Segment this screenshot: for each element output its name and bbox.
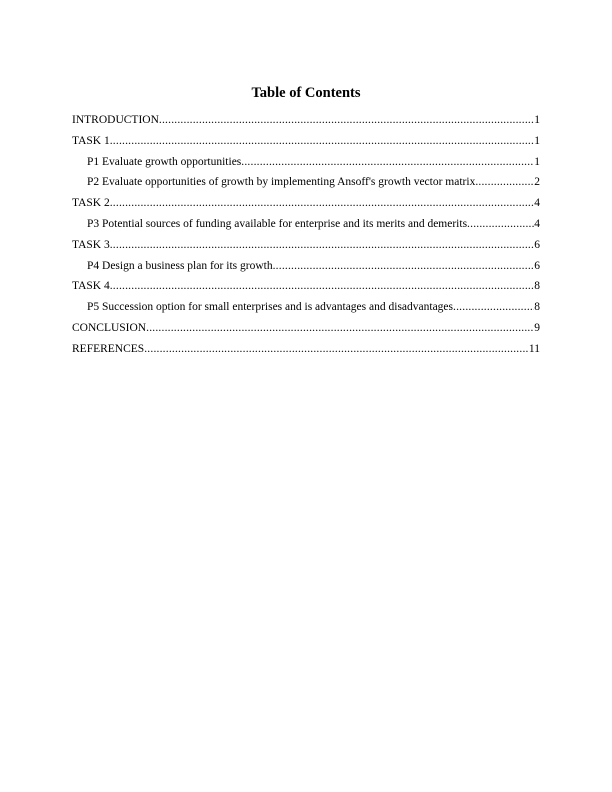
toc-dot-leader bbox=[453, 299, 534, 316]
toc-entry-label: REFERENCES bbox=[72, 342, 145, 355]
toc-page-number: 1 bbox=[534, 155, 540, 168]
toc-entry-task-3[interactable] bbox=[72, 237, 540, 258]
toc-dot-leader bbox=[241, 154, 534, 171]
toc-entry-label: TASK 2 bbox=[72, 197, 110, 210]
toc-page-number: 6 bbox=[534, 238, 540, 251]
toc-entry-label: INTRODUCTION bbox=[72, 114, 159, 126]
toc-entry-conclusion[interactable] bbox=[72, 320, 540, 341]
toc-entry-p3[interactable] bbox=[72, 216, 540, 237]
toc-entry-p2[interactable] bbox=[72, 174, 540, 195]
toc-entry-label: CONCLUSION bbox=[72, 321, 147, 334]
toc-entry-references[interactable] bbox=[72, 341, 540, 362]
toc-entry-p1[interactable] bbox=[72, 154, 540, 175]
toc-entry-label: P3 Potential sources of funding available for enterprise and its merits and demerits bbox=[87, 217, 468, 230]
toc-entry-introduction[interactable] bbox=[72, 112, 540, 133]
toc-dot-leader bbox=[475, 174, 534, 191]
toc-dot-leader bbox=[110, 237, 535, 254]
toc-entry-label: TASK 1 bbox=[72, 134, 110, 147]
toc-page-number: 11 bbox=[528, 342, 540, 355]
toc-page-number: 2 bbox=[534, 176, 540, 189]
toc-dot-leader bbox=[144, 341, 529, 358]
toc-title: Table of Contents bbox=[251, 85, 361, 101]
toc-entry-label: TASK 3 bbox=[72, 238, 110, 251]
toc-dot-leader bbox=[110, 278, 535, 295]
toc-dot-leader bbox=[467, 216, 534, 233]
toc-dot-leader bbox=[110, 133, 535, 150]
toc-list bbox=[72, 112, 540, 362]
toc-entry-task-2[interactable] bbox=[72, 195, 540, 216]
toc-entry-p5[interactable] bbox=[72, 299, 540, 320]
toc-entry-label: P4 Design a business plan for its growth bbox=[87, 259, 273, 272]
toc-entry-label: P5 Succession option for small enterprises and is advantages and disadvantages bbox=[87, 301, 454, 314]
toc-page-number: 1 bbox=[534, 114, 540, 126]
toc-page-number: 8 bbox=[534, 301, 540, 314]
toc-page-number: 4 bbox=[534, 217, 540, 230]
toc-entry-label: P2 Evaluate opportunities of growth by implementing Ansoff's growth vector matrix bbox=[87, 176, 476, 189]
toc-page-number: 4 bbox=[534, 197, 540, 210]
toc-dot-leader bbox=[146, 320, 534, 337]
toc-entry-task-1[interactable] bbox=[72, 133, 540, 154]
toc-entry-label: P1 Evaluate growth opportunities bbox=[87, 155, 242, 168]
toc-entry-task-4[interactable] bbox=[72, 278, 540, 299]
toc-page-number: 8 bbox=[534, 280, 540, 293]
toc-page-number: 9 bbox=[534, 321, 540, 334]
toc-entry-p4[interactable] bbox=[72, 258, 540, 279]
toc-entry-label: TASK 4 bbox=[72, 280, 110, 293]
toc-page-number: 1 bbox=[534, 134, 540, 147]
toc-dot-leader bbox=[110, 195, 535, 212]
toc-dot-leader bbox=[273, 258, 535, 275]
toc-page-number: 6 bbox=[534, 259, 540, 272]
toc-dot-leader bbox=[159, 112, 534, 129]
